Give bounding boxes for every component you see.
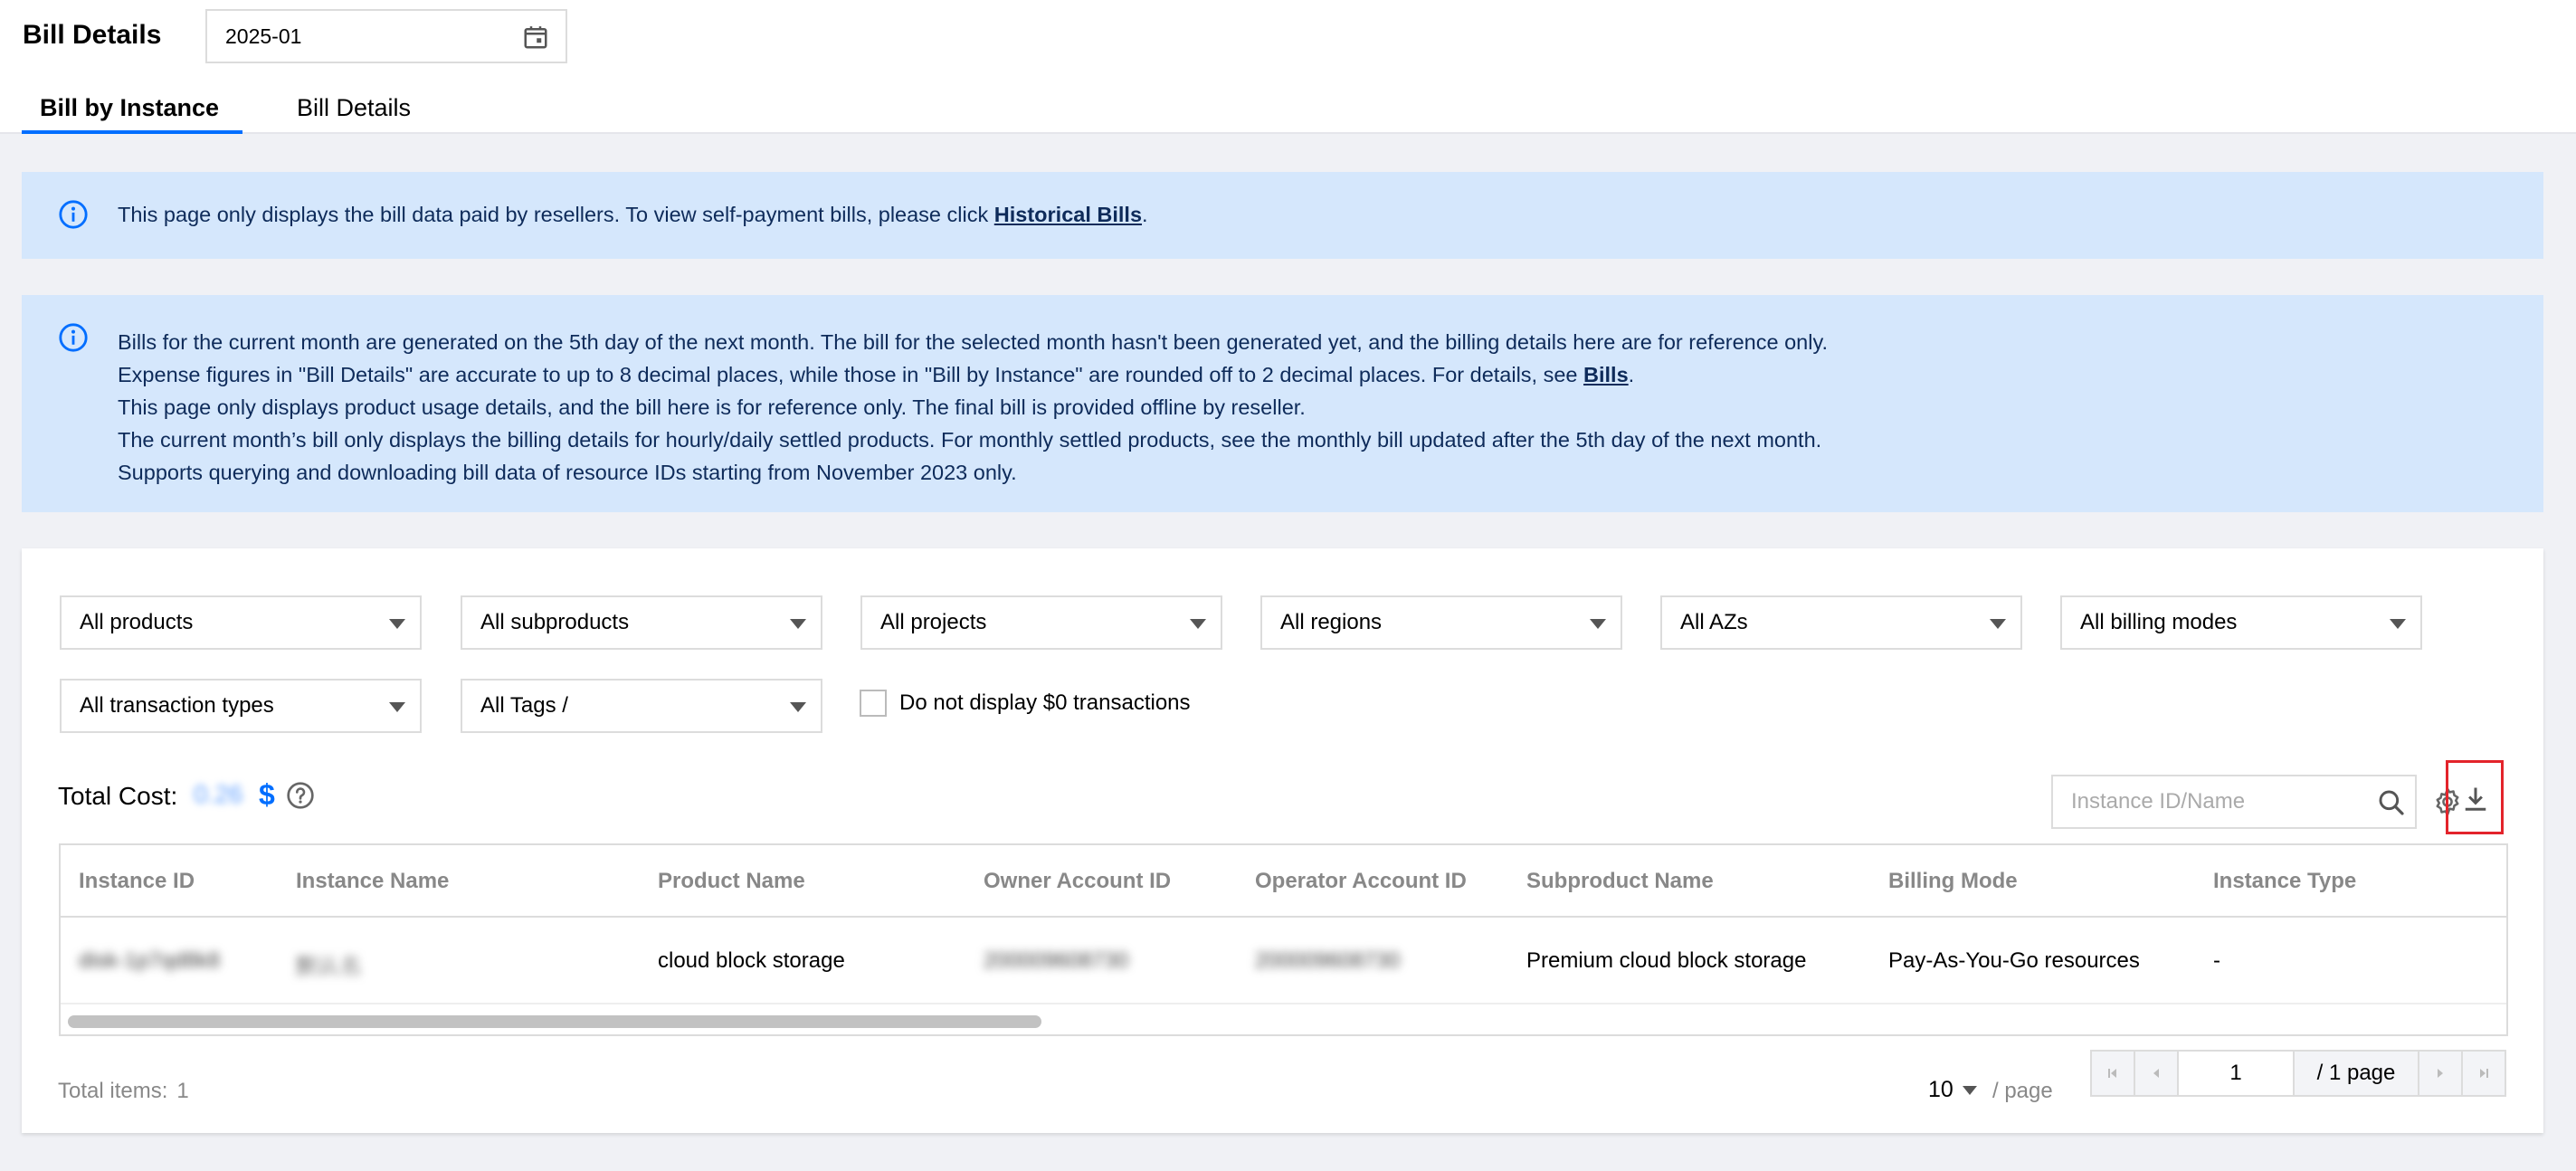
billing-notice-line-3: This page only displays product usage details, and the bill here is for reference only. The final bill is provided offline by reseller. bbox=[118, 395, 1306, 419]
billing-notice-line-4: The current month’s bill only displays the billing details for hourly/daily settled products. For monthly settled products, see the monthly bill updated after the 5th day of the next month. bbox=[118, 428, 1822, 452]
reseller-notice bbox=[22, 172, 2543, 259]
tab-bill-details[interactable]: Bill Details bbox=[297, 94, 412, 121]
column-header: Instance Name bbox=[296, 869, 450, 893]
column-header: Instance Type bbox=[2213, 869, 2357, 893]
total-items bbox=[58, 1079, 189, 1104]
transaction-types-select[interactable] bbox=[60, 679, 422, 733]
chevron-down-icon bbox=[2390, 619, 2406, 629]
subproducts-select[interactable] bbox=[461, 595, 822, 650]
table-row[interactable] bbox=[61, 918, 2506, 1004]
first-page-button[interactable] bbox=[2092, 1052, 2135, 1095]
billing-modes-select[interactable] bbox=[2060, 595, 2422, 650]
download-highlight bbox=[2446, 760, 2504, 834]
total-cost-value: 0.26 bbox=[194, 780, 243, 808]
prev-page-icon bbox=[2149, 1066, 2163, 1081]
total-pages-label: / 1 page bbox=[2295, 1052, 2418, 1095]
products-select-value: All products bbox=[80, 610, 194, 634]
search-icon[interactable] bbox=[2377, 788, 2406, 817]
billing-notice bbox=[22, 295, 2543, 512]
billing-notice-line-5: Supports querying and downloading bill data of resource IDs starting from November 2023 only. bbox=[118, 461, 1017, 484]
horizontal-scrollbar[interactable] bbox=[61, 1006, 2506, 1035]
instance-name-cell: 默认名 bbox=[296, 955, 361, 979]
month-picker[interactable] bbox=[205, 9, 567, 63]
info-icon bbox=[58, 199, 89, 230]
page-title: Bill Details bbox=[23, 20, 162, 50]
total-cost-label: Total Cost: bbox=[58, 782, 178, 810]
hide-zero-label: Do not display $0 transactions bbox=[899, 690, 1191, 715]
instance-type-cell: - bbox=[2213, 948, 2220, 973]
next-page-button[interactable] bbox=[2418, 1052, 2461, 1095]
reseller-notice-text: This page only displays the bill data paid by resellers. To view self-payment bills, please click bbox=[118, 203, 994, 226]
chevron-down-icon bbox=[790, 702, 806, 712]
chevron-down-icon bbox=[1990, 619, 2006, 629]
page-size-value: 10 bbox=[1928, 1077, 1953, 1102]
hide-zero-option[interactable] bbox=[860, 690, 1191, 717]
top-bar bbox=[0, 0, 2576, 134]
per-page-label: / page bbox=[1992, 1079, 2053, 1103]
bill-table bbox=[59, 843, 2508, 1036]
table-header bbox=[61, 845, 2506, 918]
chevron-down-icon bbox=[1190, 619, 1206, 629]
transaction-types-select-value: All transaction types bbox=[80, 693, 274, 718]
chevron-down-icon bbox=[790, 619, 806, 629]
billing-notice-line-2-tail: . bbox=[1628, 363, 1635, 386]
owner-account-id-cell: 200009608730 bbox=[984, 948, 1129, 973]
products-select[interactable] bbox=[60, 595, 422, 650]
bills-link[interactable]: Bills bbox=[1583, 363, 1629, 386]
subproduct-name-cell: Premium cloud block storage bbox=[1526, 948, 1807, 973]
calendar-icon[interactable] bbox=[522, 24, 549, 51]
column-header: Billing Mode bbox=[1888, 869, 2018, 893]
page-size-select[interactable] bbox=[1928, 1077, 1977, 1103]
instance-search[interactable] bbox=[2051, 775, 2417, 829]
billing-mode-cell: Pay-As-You-Go resources bbox=[1888, 948, 2140, 973]
historical-bills-link[interactable]: Historical Bills bbox=[993, 203, 1143, 226]
first-page-icon bbox=[2105, 1066, 2120, 1081]
column-header: Owner Account ID bbox=[984, 869, 1172, 893]
billing-notice-line-1: Bills for the current month are generated on the 5th day of the next month. The bill for the selected month hasn't been generated yet, and the billing details here are for reference only. bbox=[118, 330, 1828, 354]
column-header: Product Name bbox=[658, 869, 805, 893]
chevron-down-icon bbox=[1590, 619, 1606, 629]
download-icon[interactable] bbox=[2462, 785, 2489, 814]
help-icon[interactable] bbox=[286, 781, 315, 810]
projects-select[interactable] bbox=[860, 595, 1222, 650]
regions-select[interactable] bbox=[1260, 595, 1622, 650]
tags-select[interactable] bbox=[461, 679, 822, 733]
azs-select[interactable] bbox=[1660, 595, 2022, 650]
billing-notice-line-2: Expense figures in "Bill Details" are accurate to up to 8 decimal places, while those in "Bill by Instance" are rounded off to 2 decimal places. For details, see bbox=[118, 363, 1584, 386]
month-picker-value: 2025-01 bbox=[225, 24, 302, 48]
chevron-down-icon bbox=[1963, 1086, 1977, 1095]
azs-select-value: All AZs bbox=[1680, 610, 1748, 634]
next-page-icon bbox=[2433, 1066, 2448, 1081]
total-items-label: Total items: bbox=[58, 1079, 168, 1103]
page-number-input[interactable]: 1 bbox=[2179, 1052, 2295, 1095]
total-cost-currency: $ bbox=[259, 778, 275, 811]
bill-card bbox=[22, 548, 2543, 1133]
hide-zero-checkbox[interactable] bbox=[860, 690, 887, 717]
column-header: Operator Account ID bbox=[1255, 869, 1467, 893]
tab-bill-by-instance[interactable]: Bill by Instance bbox=[40, 94, 220, 121]
billing-modes-select-value: All billing modes bbox=[2080, 610, 2238, 634]
pagination bbox=[2090, 1050, 2506, 1097]
last-page-button[interactable] bbox=[2461, 1052, 2505, 1095]
active-tab-indicator bbox=[22, 130, 242, 134]
column-header: Instance ID bbox=[79, 869, 195, 893]
last-page-icon bbox=[2476, 1066, 2491, 1081]
total-items-count: 1 bbox=[176, 1079, 189, 1103]
operator-account-id-cell: 200009608730 bbox=[1255, 948, 1401, 973]
product-name-cell: cloud block storage bbox=[658, 948, 845, 973]
instance-id-cell[interactable]: disk-1p7qd8k8 bbox=[79, 948, 221, 973]
tags-select-value: All Tags / bbox=[480, 693, 568, 718]
subproducts-select-value: All subproducts bbox=[480, 610, 630, 634]
search-input[interactable] bbox=[2053, 776, 2352, 827]
prev-page-button[interactable] bbox=[2135, 1052, 2179, 1095]
scrollbar-thumb[interactable] bbox=[68, 1015, 1041, 1028]
projects-select-value: All projects bbox=[880, 610, 987, 634]
info-icon bbox=[58, 322, 89, 353]
chevron-down-icon bbox=[389, 619, 405, 629]
chevron-down-icon bbox=[389, 702, 405, 712]
regions-select-value: All regions bbox=[1280, 610, 1383, 634]
column-header: Subproduct Name bbox=[1526, 869, 1714, 893]
reseller-notice-tail: . bbox=[1142, 203, 1148, 226]
